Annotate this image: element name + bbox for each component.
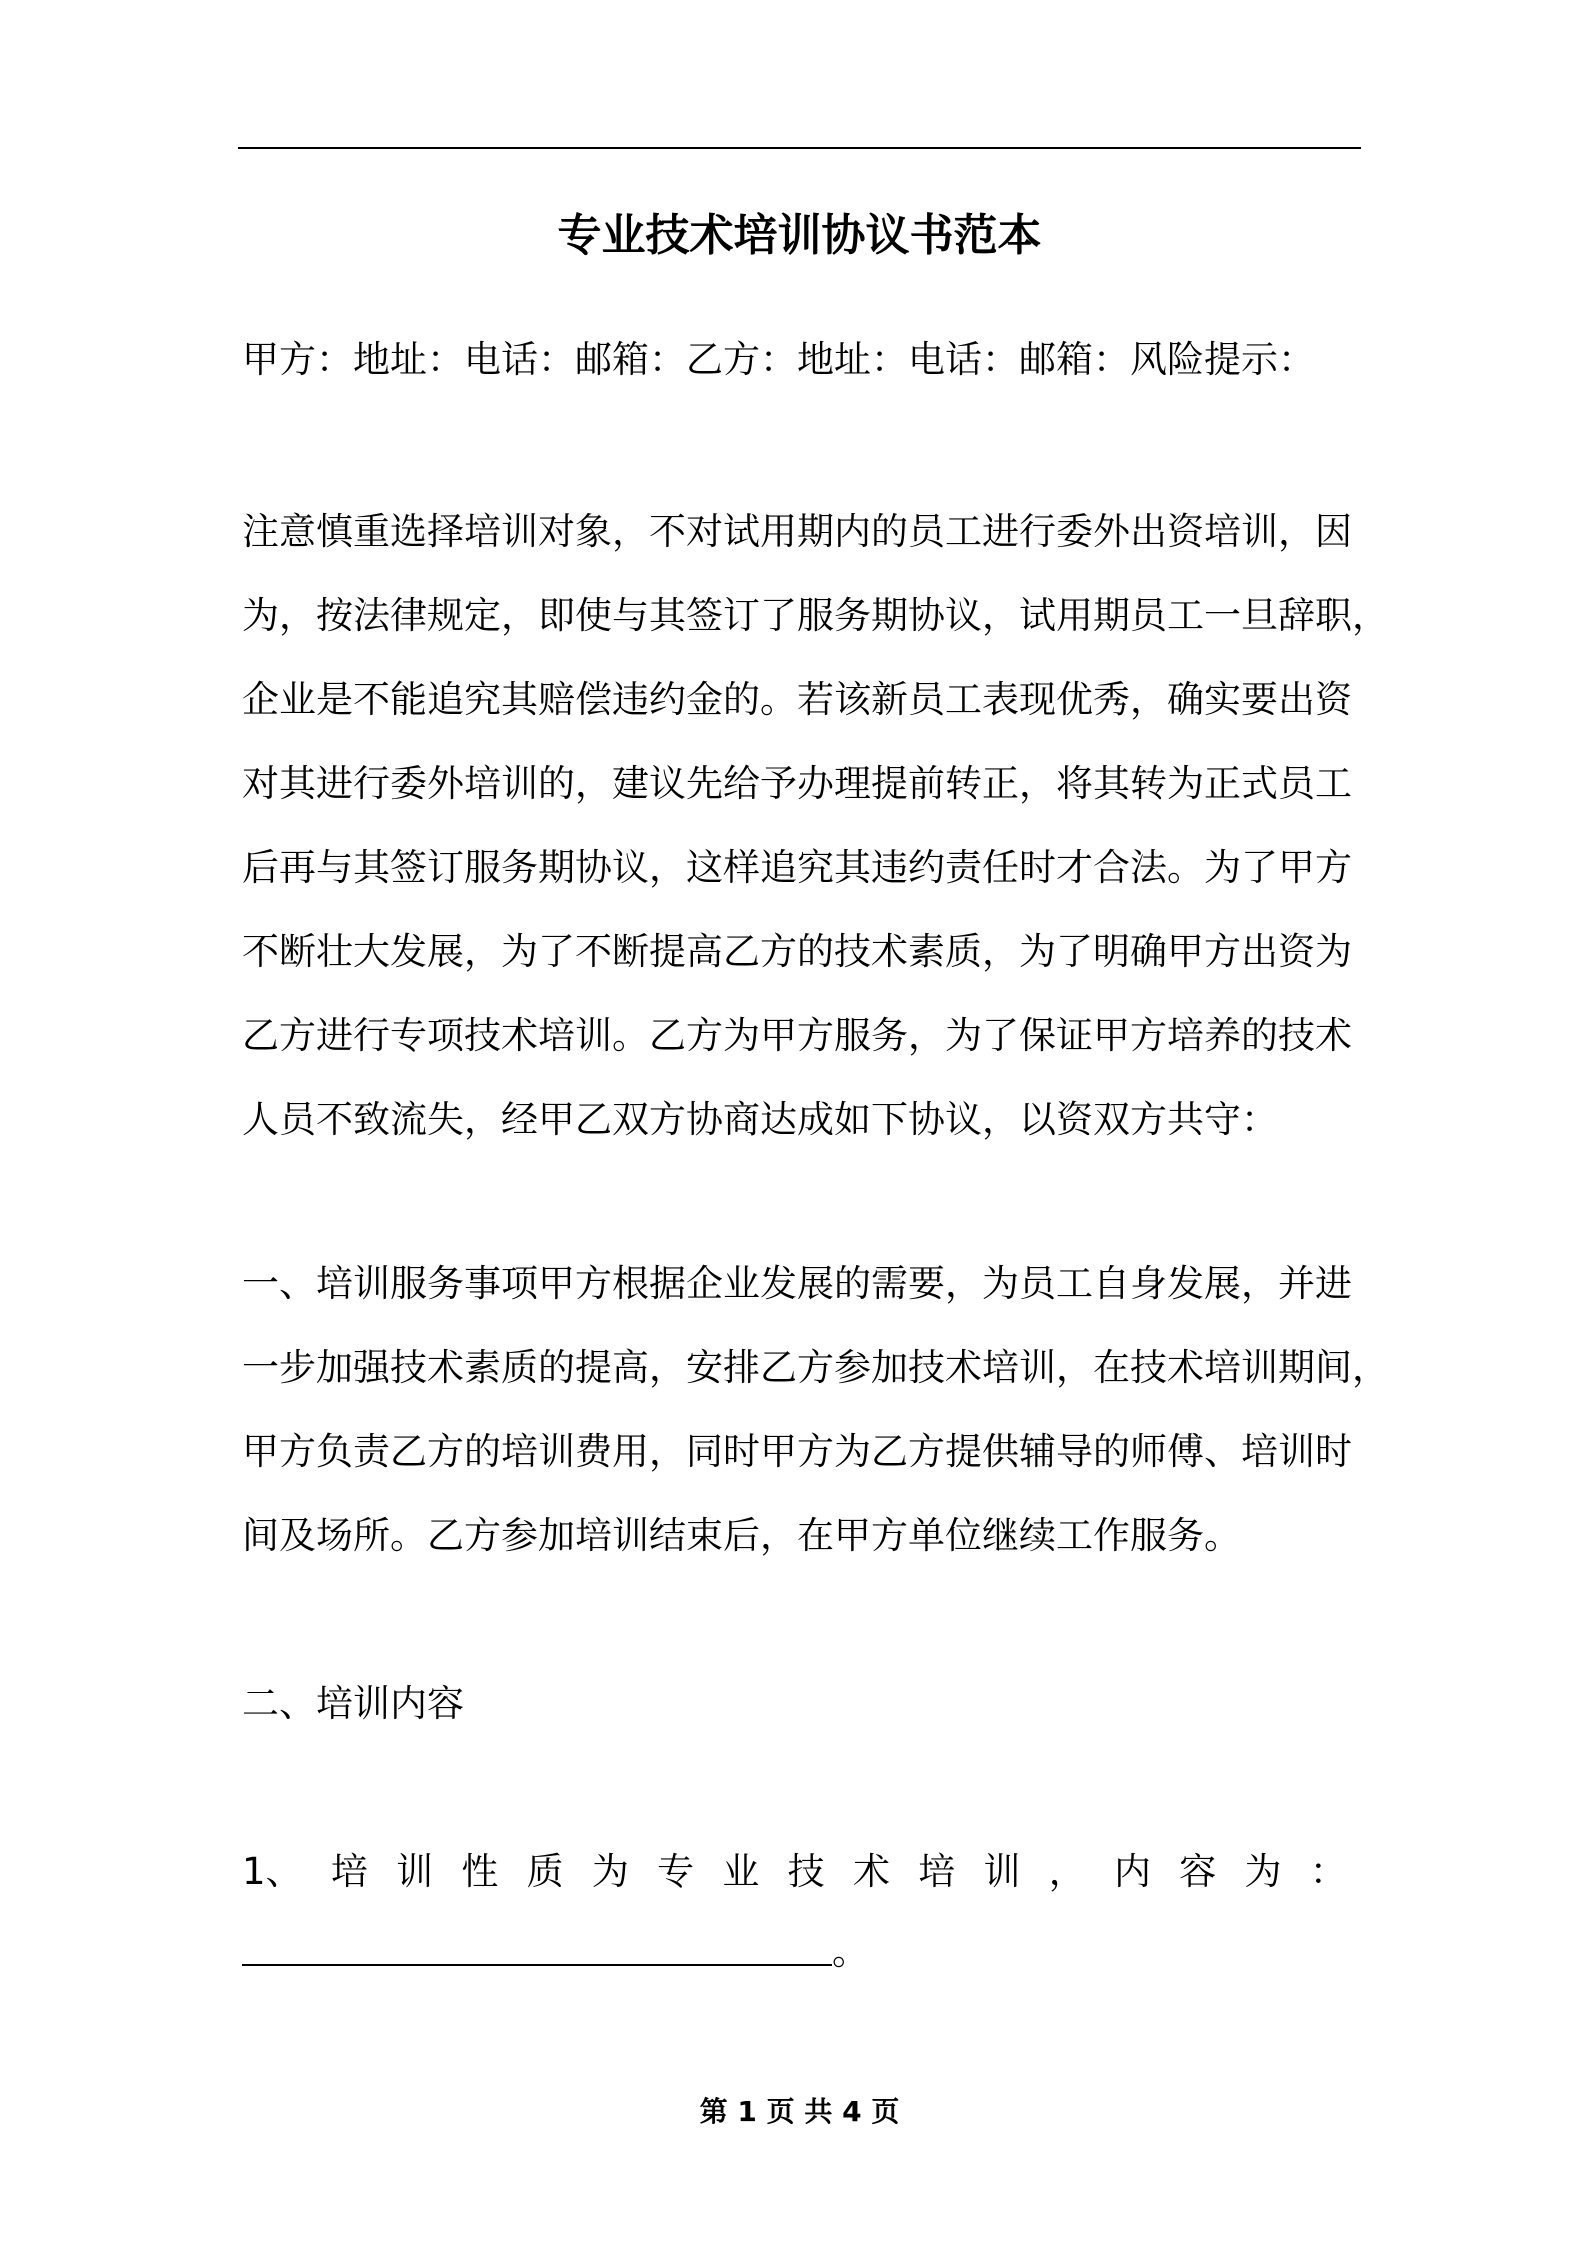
item1-char: 质 <box>526 1850 564 1893</box>
text-line: 企业是不能追究其赔偿违约金的。若该新员工表现优秀，确实要出资 <box>242 678 1352 721</box>
item1-char: ： <box>1309 1850 1347 1893</box>
text-line: 间及场所。乙方参加培训结束后，在甲方单位继续工作服务。 <box>242 1514 1241 1557</box>
text-line: 对其进行委外培训的，建议先给予办理提前转正，将其转为正式员工 <box>242 762 1352 805</box>
item1-char: 训 <box>396 1850 434 1893</box>
top-rule <box>238 147 1361 149</box>
text-line: 注意慎重选择培训对象，不对试用期内的员工进行委外出资培训，因 <box>242 510 1352 553</box>
section2-heading-text: 二、培训内容 <box>242 1682 464 1725</box>
text-line: 后再与其签订服务期协议，这样追究其违约责任时才合法。为了甲方 <box>242 846 1352 889</box>
item1-char: ， <box>1048 1850 1086 1893</box>
parties-line <box>242 318 1387 402</box>
item1-end-punct: 。 <box>832 1930 869 1973</box>
text-line: 乙方进行专项技术培训。乙方为甲方服务，为了保证甲方培养的技术 <box>242 1014 1352 1057</box>
risk-paragraph <box>242 490 1387 1162</box>
section1-paragraph <box>242 1242 1387 1578</box>
item1-char: 为 <box>591 1850 629 1893</box>
item1-char: 术 <box>852 1850 890 1893</box>
text-line: 人员不致流失，经甲乙双方协商达成如下协议，以资双方共守： <box>242 1098 1278 1141</box>
section2-heading <box>242 1662 1387 1746</box>
item1-char: 内 <box>1114 1850 1151 1893</box>
item1-char: 为 <box>1244 1850 1282 1893</box>
item1-line <box>242 1830 1347 1914</box>
item1-blank-line <box>242 1910 869 1994</box>
item1-char: 训 <box>983 1850 1021 1893</box>
item1-char: 技 <box>787 1850 825 1893</box>
page-footer: 第 1 页 共 4 页 <box>699 2095 900 2128</box>
text-line: 一、培训服务事项甲方根据企业发展的需要，为员工自身发展，并进 <box>242 1262 1352 1305</box>
text-line: 甲方负责乙方的培训费用，同时甲方为乙方提供辅导的师傅、培训时 <box>242 1430 1352 1473</box>
text-line: 一步加强技术素质的提高，安排乙方参加技术培训，在技术培训期间， <box>242 1346 1389 1389</box>
item1-char: 1、 <box>242 1850 303 1893</box>
text-line: 不断壮大发展，为了不断提高乙方的技术素质，为了明确甲方出资为 <box>242 930 1352 973</box>
item1-char: 业 <box>722 1850 760 1893</box>
item1-char: 培 <box>330 1850 368 1893</box>
parties-text: 甲方：地址：电话：邮箱：乙方：地址：电话：邮箱：风险提示： <box>242 338 1315 381</box>
document-title: 专业技术培训协议书范本 <box>557 210 1042 261</box>
item1-char: 性 <box>461 1850 499 1893</box>
item1-char: 专 <box>657 1850 695 1893</box>
text-line: 为，按法律规定，即使与其签订了服务期协议，试用期员工一旦辞职， <box>242 594 1389 637</box>
item1-char: 培 <box>918 1850 956 1893</box>
fill-in-blank <box>242 1910 832 1966</box>
item1-char: 容 <box>1179 1850 1217 1893</box>
